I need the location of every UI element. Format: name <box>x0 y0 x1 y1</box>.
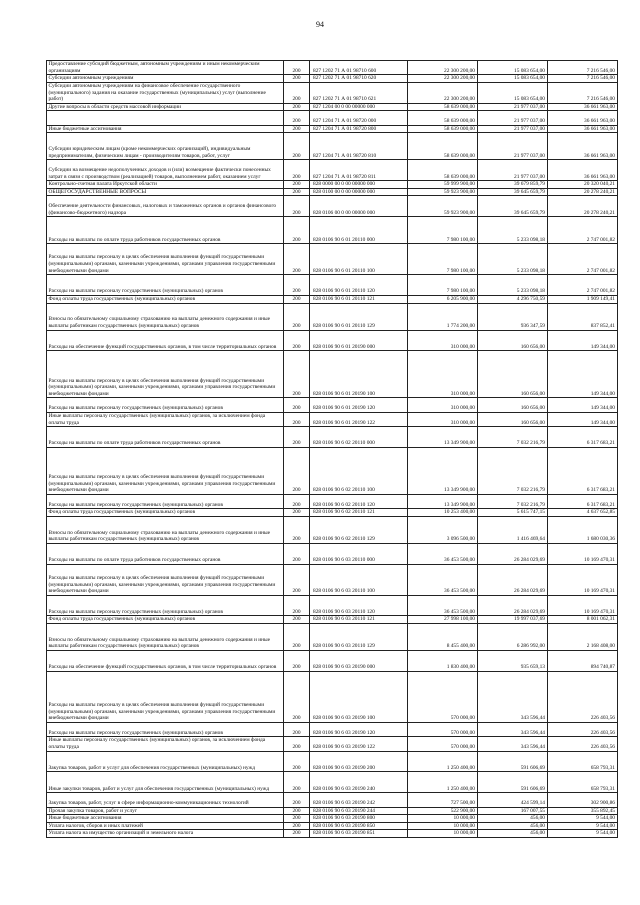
row-name-cell: Иные закупки товаров, работ и услуг для обеспечения государственных (муниципальных) нужд <box>47 772 284 793</box>
row-code-cell: 200 <box>284 737 310 751</box>
row-code-cell: 200 <box>284 244 310 275</box>
row-code-cell: 200 <box>284 830 310 838</box>
row-code-cell: 200 <box>284 412 310 426</box>
budget-class-code-cell: 828 0106 90 6 03 20190 000 <box>310 651 408 672</box>
row-name-cell: Субсидии автономным учреждениям <box>47 75 284 83</box>
unexecuted-amount-cell: 10 169 470,31 <box>547 543 617 564</box>
row-code-cell: 200 <box>284 427 310 448</box>
row-code-cell: 200 <box>284 75 310 83</box>
executed-amount-cell: 21 977 037,00 <box>477 160 547 181</box>
unexecuted-amount-cell: 2 168 408,00 <box>547 624 617 651</box>
executed-amount-cell: 160 656,00 <box>477 330 547 351</box>
approved-amount-cell: 7 980 100,00 <box>407 217 477 244</box>
budget-execution-table <box>46 60 618 838</box>
approved-amount-cell: 1 250 400,00 <box>407 772 477 793</box>
row-name-cell: Взносы по обязательному социальному страхованию на выплаты денежного содержания и иные выплаты работникам государственных (муниципальных) органов <box>47 303 284 330</box>
row-name-cell: Иные выплаты персоналу государственных (муниципальных) органов, за исключением фонда оплаты труда <box>47 412 284 426</box>
approved-amount-cell: 570 000,00 <box>407 737 477 751</box>
unexecuted-amount-cell: 36 661 963,00 <box>547 103 617 111</box>
table-row <box>47 651 618 672</box>
row-code-cell: 200 <box>284 564 310 595</box>
table-row <box>47 722 618 736</box>
row-code-cell: 200 <box>284 160 310 181</box>
unexecuted-amount-cell: 1 680 030,36 <box>547 516 617 543</box>
table-row <box>47 822 618 830</box>
row-name-cell: Уплата налогов, сборов и иных платежей <box>47 822 284 830</box>
row-code-cell: 200 <box>284 751 310 772</box>
budget-class-code-cell: 828 0106 90 6 02 20110 100 <box>310 447 408 494</box>
budget-class-code-cell: 828 0106 90 6 01 20110 120 <box>310 275 408 296</box>
executed-amount-cell: 456,00 <box>477 830 547 838</box>
row-name-cell: Расходы на обеспечение функций государственных органов, в том числе территориальных органов <box>47 330 284 351</box>
table-row <box>47 303 618 330</box>
executed-amount-cell: 5 233 098,18 <box>477 244 547 275</box>
unexecuted-amount-cell: 149 344,00 <box>547 351 617 398</box>
table-row <box>47 196 618 217</box>
row-name-cell: Расходы на выплаты персоналу государственных (муниципальных) органов <box>47 398 284 412</box>
budget-class-code-cell: 828 0106 90 6 03 20190 100 <box>310 671 408 722</box>
approved-amount-cell: 10 000,00 <box>407 822 477 830</box>
row-name-cell: Иные бюджетные ассигнования <box>47 125 284 133</box>
approved-amount-cell: 59 923 900,00 <box>407 188 477 196</box>
row-name-cell: Расходы на выплаты персоналу в целях обеспечения выполнения функций государственными (муниципальными) органами, казенными учреждениями, органами управления государственными внебюджетными фондами <box>47 564 284 595</box>
row-code-cell: 200 <box>284 447 310 494</box>
budget-class-code-cell: 828 0106 90 6 02 20110 120 <box>310 494 408 508</box>
row-name-cell: Иные выплаты персоналу государственных (муниципальных) органов, за исключением фонда оплаты труда <box>47 737 284 751</box>
executed-amount-cell: 343 596,44 <box>477 671 547 722</box>
row-name-cell: Обеспечение деятельности финансовых, налоговых и таможенных органов и органов финансового (финансово-бюджетного) надзора <box>47 196 284 217</box>
table-row <box>47 351 618 398</box>
row-code-cell: 200 <box>284 303 310 330</box>
approved-amount-cell: 1 250 400,00 <box>407 751 477 772</box>
row-name-cell: Фонд оплаты труда государственных (муниципальных) органов <box>47 295 284 303</box>
executed-amount-cell: 21 977 037,00 <box>477 133 547 160</box>
executed-amount-cell: 39 679 859,79 <box>477 181 547 189</box>
unexecuted-amount-cell: 149 344,00 <box>547 330 617 351</box>
unexecuted-amount-cell: 2 747 001,82 <box>547 244 617 275</box>
row-code-cell: 200 <box>284 815 310 823</box>
budget-class-code-cell: 828 0106 00 0 00 00000 000 <box>310 196 408 217</box>
executed-amount-cell: 5 233 098,18 <box>477 217 547 244</box>
unexecuted-amount-cell: 1 909 149,41 <box>547 295 617 303</box>
budget-class-code-cell: 828 0106 90 6 01 20190 100 <box>310 351 408 398</box>
table-row <box>47 75 618 83</box>
budget-class-code-cell: 828 0106 90 6 02 20110 129 <box>310 516 408 543</box>
row-code-cell: 200 <box>284 275 310 296</box>
approved-amount-cell: 310 000,00 <box>407 330 477 351</box>
unexecuted-amount-cell: 10 169 470,31 <box>547 595 617 616</box>
budget-class-code-cell: 828 0106 90 6 03 20190 850 <box>310 822 408 830</box>
unexecuted-amount-cell: 36 661 963,00 <box>547 160 617 181</box>
row-name-cell: Расходы на обеспечение функций государственных органов, в том числе территориальных органов <box>47 651 284 672</box>
approved-amount-cell: 27 998 100,00 <box>407 616 477 624</box>
budget-class-code-cell: 828 0106 90 6 03 20110 121 <box>310 616 408 624</box>
row-name-cell <box>47 111 284 125</box>
table-row <box>47 564 618 595</box>
unexecuted-amount-cell: 4 637 652,85 <box>547 509 617 517</box>
row-name-cell: Расходы на выплаты по оплате труда работников государственных органов <box>47 427 284 448</box>
unexecuted-amount-cell: 7 216 546,00 <box>547 61 617 75</box>
row-name-cell: Закупка товаров, работ, услуг в сфере информационно-коммуникационных технологий <box>47 793 284 807</box>
executed-amount-cell: 591 606,69 <box>477 772 547 793</box>
row-name-cell: Уплата налога на имущество организаций и земельного налога <box>47 830 284 838</box>
executed-amount-cell: 21 977 037,00 <box>477 103 547 111</box>
executed-amount-cell: 343 596,44 <box>477 737 547 751</box>
row-code-cell: 200 <box>284 624 310 651</box>
executed-amount-cell: 6 286 992,00 <box>477 624 547 651</box>
unexecuted-amount-cell: 6 317 683,21 <box>547 427 617 448</box>
executed-amount-cell: 15 083 654,00 <box>477 61 547 75</box>
row-name-cell: Фонд оплаты труда государственных (муниципальных) органов <box>47 509 284 517</box>
row-name-cell: Закупка товаров, работ и услуг для обеспечения государственных (муниципальных) нужд <box>47 751 284 772</box>
approved-amount-cell: 59 923 900,00 <box>407 196 477 217</box>
row-code-cell: 200 <box>284 793 310 807</box>
budget-class-code-cell: 828 0106 90 6 01 20110 000 <box>310 217 408 244</box>
row-code-cell: 200 <box>284 398 310 412</box>
table-row <box>47 751 618 772</box>
approved-amount-cell: 8 455 400,00 <box>407 624 477 651</box>
executed-amount-cell: 19 997 037,69 <box>477 616 547 624</box>
unexecuted-amount-cell: 6 317 683,21 <box>547 494 617 508</box>
approved-amount-cell: 3 096 500,00 <box>407 516 477 543</box>
unexecuted-amount-cell: 226 403,56 <box>547 722 617 736</box>
unexecuted-amount-cell: 2 747 001,82 <box>547 275 617 296</box>
approved-amount-cell: 727 500,00 <box>407 793 477 807</box>
row-code-cell: 200 <box>284 295 310 303</box>
budget-class-code-cell: 828 0106 90 6 03 20190 851 <box>310 830 408 838</box>
table-row <box>47 815 618 823</box>
executed-amount-cell: 26 284 029,69 <box>477 543 547 564</box>
executed-amount-cell: 456,00 <box>477 822 547 830</box>
row-code-cell: 200 <box>284 188 310 196</box>
row-code-cell: 200 <box>284 217 310 244</box>
page-number: 94 <box>316 20 324 29</box>
executed-amount-cell: 26 284 029,69 <box>477 595 547 616</box>
budget-class-code-cell: 828 0106 90 6 01 20190 000 <box>310 330 408 351</box>
approved-amount-cell: 7 980 100,00 <box>407 244 477 275</box>
executed-amount-cell: 160 656,00 <box>477 351 547 398</box>
unexecuted-amount-cell: 894 740,87 <box>547 651 617 672</box>
approved-amount-cell: 36 453 500,00 <box>407 595 477 616</box>
table-row <box>47 125 618 133</box>
row-code-cell: 200 <box>284 509 310 517</box>
row-code-cell: 200 <box>284 125 310 133</box>
approved-amount-cell: 13 349 900,00 <box>407 427 477 448</box>
unexecuted-amount-cell: 837 852,41 <box>547 303 617 330</box>
row-code-cell: 200 <box>284 196 310 217</box>
executed-amount-cell: 15 083 654,00 <box>477 82 547 103</box>
approved-amount-cell: 22 300 200,00 <box>407 61 477 75</box>
row-name-cell: Прочая закупка товаров, работ и услуг <box>47 807 284 815</box>
table-row <box>47 427 618 448</box>
approved-amount-cell: 13 349 900,00 <box>407 494 477 508</box>
executed-amount-cell: 21 977 037,00 <box>477 111 547 125</box>
row-name-cell: Фонд оплаты труда государственных (муниципальных) органов <box>47 616 284 624</box>
approved-amount-cell: 10 000,00 <box>407 830 477 838</box>
table-row <box>47 516 618 543</box>
approved-amount-cell: 36 453 500,00 <box>407 564 477 595</box>
row-code-cell: 200 <box>284 82 310 103</box>
approved-amount-cell: 570 000,00 <box>407 671 477 722</box>
table-row <box>47 61 618 75</box>
row-code-cell: 200 <box>284 181 310 189</box>
executed-amount-cell: 15 083 654,00 <box>477 75 547 83</box>
unexecuted-amount-cell: 226 403,56 <box>547 671 617 722</box>
unexecuted-amount-cell: 302 900,86 <box>547 793 617 807</box>
approved-amount-cell: 10 253 400,00 <box>407 509 477 517</box>
executed-amount-cell: 4 296 750,59 <box>477 295 547 303</box>
budget-class-code-cell: 827 1204 00 0 00 00000 000 <box>310 103 408 111</box>
executed-amount-cell: 5 233 098,18 <box>477 275 547 296</box>
executed-amount-cell: 5 615 747,15 <box>477 509 547 517</box>
table-row <box>47 160 618 181</box>
approved-amount-cell: 22 300 200,00 <box>407 82 477 103</box>
executed-amount-cell: 167 007,55 <box>477 807 547 815</box>
row-code-cell: 200 <box>284 111 310 125</box>
budget-class-code-cell: 828 0106 90 6 03 20190 122 <box>310 737 408 751</box>
approved-amount-cell: 59 999 900,00 <box>407 181 477 189</box>
row-name-cell: Расходы на выплаты персоналу в целях обеспечения выполнения функций государственными (муниципальными) органами, казенными учреждениями, органами управления государственными внебюджетными фондами <box>47 351 284 398</box>
unexecuted-amount-cell: 355 892,45 <box>547 807 617 815</box>
row-name-cell: Расходы на выплаты персоналу государственных (муниципальных) органов <box>47 595 284 616</box>
budget-class-code-cell: 828 0106 90 6 03 20190 240 <box>310 772 408 793</box>
row-name-cell: Взносы по обязательному социальному страхованию на выплаты денежного содержания и иные выплаты работникам государственных (муниципальных) органов <box>47 516 284 543</box>
budget-class-code-cell: 828 0106 90 6 01 20190 122 <box>310 412 408 426</box>
executed-amount-cell: 160 656,00 <box>477 398 547 412</box>
table-row <box>47 671 618 722</box>
table-row <box>47 181 618 189</box>
table-row <box>47 275 618 296</box>
executed-amount-cell: 26 284 029,69 <box>477 564 547 595</box>
budget-class-code-cell: 827 1204 71 А 01 98720 811 <box>310 160 408 181</box>
unexecuted-amount-cell: 36 661 963,00 <box>547 133 617 160</box>
row-name-cell: Расходы на выплаты персоналу государственных (муниципальных) органов <box>47 722 284 736</box>
executed-amount-cell: 935 659,13 <box>477 651 547 672</box>
approved-amount-cell: 36 453 500,00 <box>407 543 477 564</box>
table-row <box>47 772 618 793</box>
approved-amount-cell: 58 639 000,00 <box>407 125 477 133</box>
row-code-cell: 200 <box>284 671 310 722</box>
row-code-cell: 200 <box>284 807 310 815</box>
row-name-cell: Контрольно-счетная палата Иркутской области <box>47 181 284 189</box>
budget-class-code-cell: 828 0106 90 6 01 20110 121 <box>310 295 408 303</box>
executed-amount-cell: 456,00 <box>477 815 547 823</box>
unexecuted-amount-cell: 10 169 470,31 <box>547 564 617 595</box>
executed-amount-cell: 39 645 659,79 <box>477 196 547 217</box>
table-row <box>47 398 618 412</box>
table-row <box>47 217 618 244</box>
budget-class-code-cell: 827 1202 71 А 01 98710 600 <box>310 61 408 75</box>
approved-amount-cell: 58 639 000,00 <box>407 160 477 181</box>
row-code-cell: 200 <box>284 651 310 672</box>
budget-class-code-cell: 828 0106 90 6 01 20110 129 <box>310 303 408 330</box>
row-name-cell: Расходы на выплаты персоналу в целях обеспечения выполнения функций государственными (муниципальными) органами, казенными учреждениями, органами управления государственными внебюджетными фондами <box>47 244 284 275</box>
budget-class-code-cell: 828 0106 90 6 03 20110 120 <box>310 595 408 616</box>
approved-amount-cell: 310 000,00 <box>407 398 477 412</box>
row-code-cell: 200 <box>284 822 310 830</box>
row-name-cell: Взносы по обязательному социальному страхованию на выплаты денежного содержания и иные выплаты работникам государственных (муниципальных) органов <box>47 624 284 651</box>
row-name-cell: Расходы на выплаты персоналу в целях обеспечения выполнения функций государственными (муниципальными) органами, казенными учреждениями, органами управления государственными внебюджетными фондами <box>47 671 284 722</box>
row-code-cell: 200 <box>284 103 310 111</box>
approved-amount-cell: 6 205 900,00 <box>407 295 477 303</box>
row-name-cell: Расходы на выплаты по оплате труда работников государственных органов <box>47 217 284 244</box>
approved-amount-cell: 310 000,00 <box>407 412 477 426</box>
row-name-cell: Субсидии на возмещение недополученных доходов и (или) возмещение фактически понесенных затрат в связи с производством (реализацией) товаров, выполнением работ, оказанием услуг <box>47 160 284 181</box>
budget-class-code-cell: 828 0106 90 6 03 20110 129 <box>310 624 408 651</box>
approved-amount-cell: 570 000,00 <box>407 722 477 736</box>
table-row <box>47 807 618 815</box>
budget-class-code-cell: 828 0106 90 6 03 20110 100 <box>310 564 408 595</box>
executed-amount-cell: 1 416 469,64 <box>477 516 547 543</box>
unexecuted-amount-cell: 9 544,00 <box>547 830 617 838</box>
table-row <box>47 295 618 303</box>
row-code-cell: 200 <box>284 595 310 616</box>
row-code-cell: 200 <box>284 351 310 398</box>
budget-class-code-cell: 827 1204 71 А 01 98720 800 <box>310 125 408 133</box>
budget-class-code-cell: 828 0106 90 6 03 20190 800 <box>310 815 408 823</box>
table-row <box>47 737 618 751</box>
budget-class-code-cell: 828 0100 00 0 00 00000 000 <box>310 188 408 196</box>
budget-class-code-cell: 827 1202 71 А 01 98710 620 <box>310 75 408 83</box>
unexecuted-amount-cell: 658 793,31 <box>547 772 617 793</box>
budget-class-code-cell: 828 0106 90 6 01 20110 100 <box>310 244 408 275</box>
row-code-cell: 200 <box>284 616 310 624</box>
approved-amount-cell: 1 774 200,00 <box>407 303 477 330</box>
executed-amount-cell: 160 656,00 <box>477 412 547 426</box>
unexecuted-amount-cell: 20 278 240,21 <box>547 196 617 217</box>
approved-amount-cell: 7 980 100,00 <box>407 275 477 296</box>
row-name-cell: Предоставление субсидий бюджетным, автономным учреждениям и иным некоммерческим организациям <box>47 61 284 75</box>
approved-amount-cell: 10 000,00 <box>407 815 477 823</box>
budget-class-code-cell: 828 0106 90 6 03 20190 200 <box>310 751 408 772</box>
approved-amount-cell: 310 000,00 <box>407 351 477 398</box>
table-row <box>47 82 618 103</box>
row-name-cell: ОБЩЕГОСУДАРСТВЕННЫЕ ВОПРОСЫ <box>47 188 284 196</box>
executed-amount-cell: 39 645 659,79 <box>477 188 547 196</box>
row-name-cell: Расходы на выплаты персоналу в целях обеспечения выполнения функций государственными (муниципальными) органами, казенными учреждениями, органами управления государственными внебюджетными фондами <box>47 447 284 494</box>
unexecuted-amount-cell: 36 661 963,00 <box>547 111 617 125</box>
row-code-cell: 200 <box>284 61 310 75</box>
row-name-cell: Расходы на выплаты по оплате труда работников государственных органов <box>47 543 284 564</box>
row-name-cell: Другие вопросы в области средств массовой информации <box>47 103 284 111</box>
budget-class-code-cell: 827 1202 71 А 01 98710 621 <box>310 82 408 103</box>
row-name-cell: Субсидии автономным учреждениям на финансовое обеспечение государственного (муниципального) задания на оказание государственных (муниципальных) услуг (выполнение работ) <box>47 82 284 103</box>
row-code-cell: 200 <box>284 516 310 543</box>
unexecuted-amount-cell: 226 403,56 <box>547 737 617 751</box>
unexecuted-amount-cell: 9 544,00 <box>547 822 617 830</box>
table-row <box>47 793 618 807</box>
budget-class-code-cell: 828 0106 90 6 02 20110 121 <box>310 509 408 517</box>
unexecuted-amount-cell: 20 320 040,21 <box>547 181 617 189</box>
approved-amount-cell: 22 300 200,00 <box>407 75 477 83</box>
approved-amount-cell: 58 639 000,00 <box>407 103 477 111</box>
approved-amount-cell: 522 900,00 <box>407 807 477 815</box>
unexecuted-amount-cell: 20 278 240,21 <box>547 188 617 196</box>
table-row <box>47 412 618 426</box>
budget-class-code-cell: 827 1204 71 А 01 98720 810 <box>310 133 408 160</box>
unexecuted-amount-cell: 2 747 001,82 <box>547 217 617 244</box>
unexecuted-amount-cell: 6 317 683,21 <box>547 447 617 494</box>
unexecuted-amount-cell: 7 216 546,00 <box>547 82 617 103</box>
row-code-cell: 200 <box>284 772 310 793</box>
unexecuted-amount-cell: 149 344,00 <box>547 398 617 412</box>
row-name-cell: Расходы на выплаты персоналу государственных (муниципальных) органов <box>47 275 284 296</box>
unexecuted-amount-cell: 149 344,00 <box>547 412 617 426</box>
table-row <box>47 509 618 517</box>
budget-class-code-cell: 828 0000 00 0 00 00000 000 <box>310 181 408 189</box>
table-row <box>47 616 618 624</box>
budget-class-code-cell: 828 0106 90 6 03 20190 242 <box>310 793 408 807</box>
approved-amount-cell: 58 639 000,00 <box>407 111 477 125</box>
executed-amount-cell: 591 606,69 <box>477 751 547 772</box>
row-code-cell: 200 <box>284 133 310 160</box>
table-row <box>47 543 618 564</box>
table-row <box>47 111 618 125</box>
table-row <box>47 595 618 616</box>
table-row <box>47 330 618 351</box>
table-row <box>47 103 618 111</box>
executed-amount-cell: 21 977 037,00 <box>477 125 547 133</box>
table-row <box>47 188 618 196</box>
budget-class-code-cell: 828 0106 90 6 03 20190 120 <box>310 722 408 736</box>
row-name-cell: Субсидии юридическим лицам (кроме некоммерческих организаций), индивидуальным предпринимателям, физическим лицам - производителям товаров, работ, услуг <box>47 133 284 160</box>
row-code-cell: 200 <box>284 330 310 351</box>
table-row <box>47 133 618 160</box>
table-row <box>47 830 618 838</box>
executed-amount-cell: 424 599,14 <box>477 793 547 807</box>
approved-amount-cell: 58 639 000,00 <box>407 133 477 160</box>
unexecuted-amount-cell: 7 216 546,00 <box>547 75 617 83</box>
executed-amount-cell: 7 032 216,79 <box>477 447 547 494</box>
budget-class-code-cell: 828 0106 90 6 01 20190 120 <box>310 398 408 412</box>
budget-class-code-cell: 828 0106 90 6 03 20110 000 <box>310 543 408 564</box>
unexecuted-amount-cell: 658 793,31 <box>547 751 617 772</box>
table-row <box>47 244 618 275</box>
table-row <box>47 624 618 651</box>
row-code-cell: 200 <box>284 494 310 508</box>
executed-amount-cell: 7 032 216,79 <box>477 427 547 448</box>
approved-amount-cell: 13 349 900,00 <box>407 447 477 494</box>
executed-amount-cell: 343 596,44 <box>477 722 547 736</box>
budget-class-code-cell: 828 0106 90 6 02 20110 000 <box>310 427 408 448</box>
budget-class-code-cell: 827 1204 71 А 01 98720 000 <box>310 111 408 125</box>
unexecuted-amount-cell: 36 661 963,00 <box>547 125 617 133</box>
table-row <box>47 494 618 508</box>
row-code-cell: 200 <box>284 722 310 736</box>
unexecuted-amount-cell: 9 544,00 <box>547 815 617 823</box>
row-code-cell: 200 <box>284 543 310 564</box>
executed-amount-cell: 936 347,59 <box>477 303 547 330</box>
row-name-cell: Иные бюджетные ассигнования <box>47 815 284 823</box>
table-row <box>47 447 618 494</box>
unexecuted-amount-cell: 8 001 062,31 <box>547 616 617 624</box>
approved-amount-cell: 1 830 400,00 <box>407 651 477 672</box>
budget-class-code-cell: 828 0106 90 6 03 20190 244 <box>310 807 408 815</box>
executed-amount-cell: 7 032 216,79 <box>477 494 547 508</box>
row-name-cell: Расходы на выплаты персоналу государственных (муниципальных) органов <box>47 494 284 508</box>
